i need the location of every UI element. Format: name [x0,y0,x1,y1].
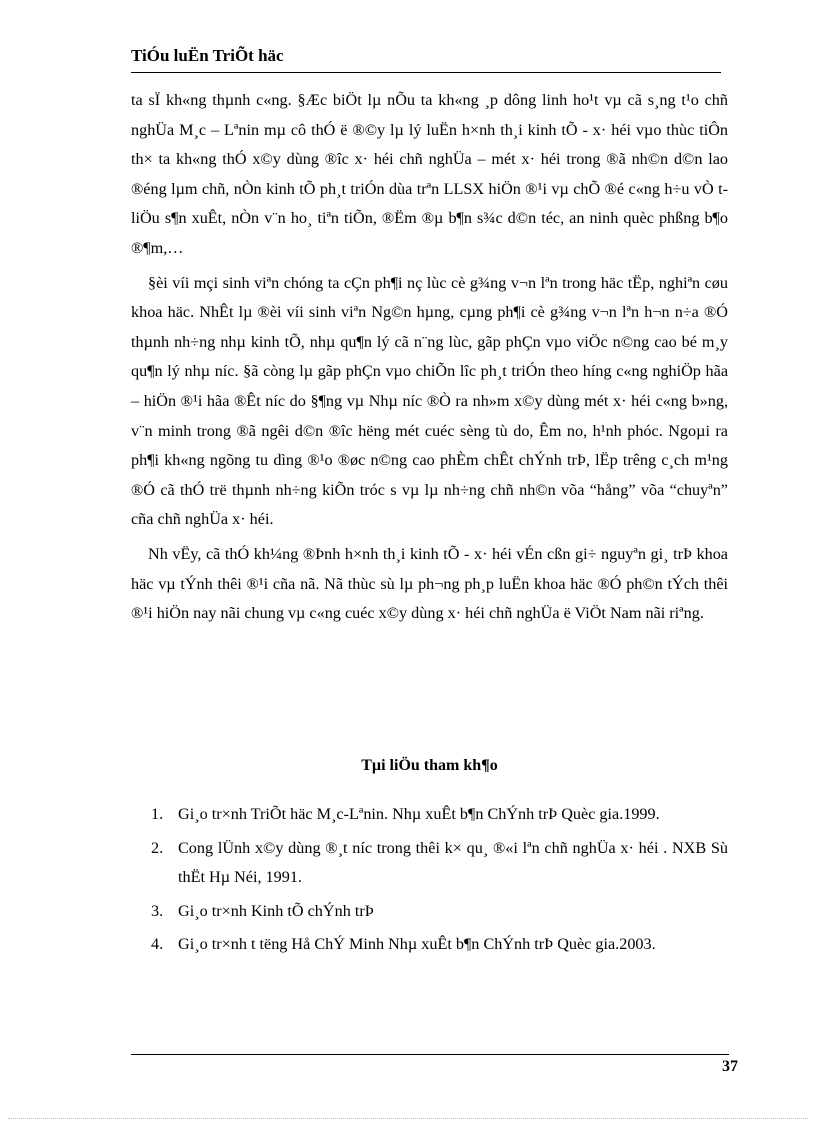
reference-number: 4. [151,935,164,954]
reference-number: 1. [151,805,164,823]
footer-divider [131,1054,729,1055]
page-edge-divider [8,1118,808,1119]
reference-text: Gi¸o tr×nh TriÕt häc M¸c-Lªnin. Nhµ xuÊt b¶n ChÝnh trÞ Quèc gia.1999. [178,805,660,823]
paragraph-1: ta sÏ kh«ng thµnh c«ng. §Æc biÖt lµ nÕu ta kh«ng ¸p dông linh ho¹t vµ cã s¸ng t¹o chñ nghÜa M¸c – Lªnin mµ cô thÓ ë ®©y lµ lý luËn h×nh th¸i kinh tÕ - x· héi vµo thùc tiÔn th× ta kh«ng thÓ x©y dùng ®îc x· héi chñ nghÜa – mét x· héi trong ®ã nh©n d©n lao ®éng lµm chñ, nÒn kinh tÕ ph¸t triÓn dùa trªn LLSX hiÖn ®¹i vµ chÕ ®é c«ng h÷u vÒ t liÖu s¶n xuÊt, nÒn v¨n ho¸ tiªn tiÕn, ®Ëm ®µ b¶n s¾c d©n téc, an ninh quèc phßng b¶o ®¶m,… [131,91,728,257]
paragraph-2: §èi víi mçi sinh viªn chóng ta cÇn ph¶i nç lùc cè g¾ng v¬n lªn trong häc tËp, nghiªn cøu khoa häc. NhÊt lµ ®èi víi sinh viªn Ng©n hµng, cµng ph¶i cè g¾ng v¬n lªn h¬n n÷a ®Ó thµnh nh÷ng nhµ kinh tÕ, nhµ qu¶n lý cã n¨ng lùc, gãp phÇn vµo viÖc n©ng cao bé m¸y qu¶n lý nhµ níc. §ã còng lµ gãp phÇn vµo chiÕn lîc ph¸t triÓn theo híng c«ng nghiÖp hãa – hiÖn ®¹i hãa ®Êt níc do §¶ng vµ Nhµ níc ®Ò ra nh»m x©y dùng mét x· héi c«ng b»ng, v¨n minh trong ®ã ngêi d©n ®îc hëng mét cuéc sèng tù do, Êm no, h¹nh phóc. Ngoµi ra ph¶i kh«ng ngõng tu dìng ®¹o ®øc n©ng cao phÈm chÊt chÝnh trÞ, lËp trêng c¸ch m¹ng ®Ó cã thÓ trë thµnh nh÷ng kiÕn tróc s vµ lµ nh÷ng chñ nh©n võa “hång” võa “chuyªn” cña chñ nghÜa x· héi. [131,273,728,529]
header-title: TiÓu luËn TriÕt häc [131,46,284,65]
references-title: Tµi liÖu tham kh¶o [361,757,498,774]
paragraph-3: Nh vËy, cã thÓ kh¼ng ®Þnh h×nh th¸i kinh tÕ - x· héi vÉn cßn gi÷ nguyªn gi¸ trÞ khoa häc vµ tÝnh thêi ®¹i cña nã. Nã thùc sù lµ ph¬ng ph¸p luËn khoa häc ®Ó ph©n tÝch thêi ®¹i hiÖn nay nãi chung vµ c«ng cuéc x©y dùng x· héi chñ nghÜa ë ViÖt Nam nãi riªng. [131,544,728,623]
reference-number: 3. [151,901,164,920]
reference-item [131,800,728,830]
body-text [131,86,728,634]
page-number: 37 [722,1058,738,1075]
reference-number: 2. [151,838,164,857]
reference-item [131,930,728,960]
reference-text: Cong lÜnh x©y dùng ®¸t níc trong thêi k× qu¸ ®«i lªn chñ nghÜa x· héi . NXB Sù thËt Hµ Néi, 1991. [178,838,728,887]
header-divider [131,72,721,73]
reference-text: Gi¸o tr×nh t tëng Hå ChÝ Minh Nhµ xuÊt b¶n ChÝnh trÞ Quèc gia.2003. [178,935,656,954]
reference-item [131,834,728,893]
references-list [131,800,728,964]
reference-text: Gi¸o tr×nh Kinh tÕ chÝnh trÞ [178,901,374,920]
reference-item [131,897,728,927]
